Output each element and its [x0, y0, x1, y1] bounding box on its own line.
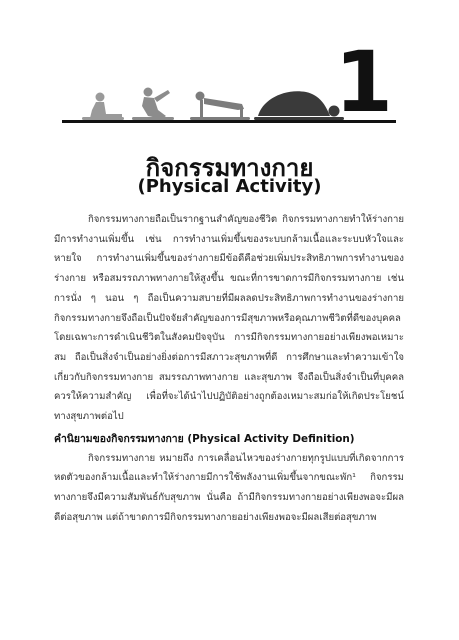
- section-heading: คำนิยามของกิจกรรมทางกาย (Physical Activity Definition): [54, 432, 355, 445]
- chapter-header: [0, 0, 459, 150]
- chapter-title-english: (Physical Activity): [137, 176, 322, 197]
- chapter-number: 1: [334, 33, 393, 131]
- intro-paragraph: กิจกรรมทางกายถือเป็นรากฐานสำคัญของชีวิต กิจกรรมทางกายทำให้ร่างกายมีการทำงานเพิ่มขึ้น เช่น การทำงานเพิ่มขึ้นของระบบกล้ามเนื้อและระบบหัวใจและหายใจ การทำงานเพิ่มขึ้นของร่างกายมีข้อดีคือช่วยเพิ่มประสิทธิภาพการทำงานของร่างกาย หรือสมรรถภาพทางกายให้สูงขึ้น ขณะที่การขาดการมีกิจกรรมทางกาย เช่น การนั่ง ๆ นอน ๆ ถือเป็นความสบายที่มีผลลดประสิทธิภาพการทำงานของร่างกาย กิจกรรมทางกายจึงถือเป็นปัจจัยสำคัญของการมีสุขภาพหรือคุณภาพชีวิตที่ดีของบุคคล โดยเฉพาะการดำเนินชีวิตในสังคมปัจจุบัน การมีกิจกรรมทางกายอย่างเพียงพอเหมาะสม ถือเป็นสิ่งจำเป็นอย่างยิ่งต่อการมีสภาวะสุขภาพที่ดี การศึกษาและทำความเข้าใจเกี่ยวกับกิจกรรมทางกาย สมรรถภาพทางกาย และสุขภาพ จึงถือเป็นสิ่งจำเป็นที่บุคคลควรให้ความสำคัญ เพื่อที่จะได้นำไปปฏิบัติอย่างถูกต้องเหมาะสมก่อให้เกิดประโยชน์ทางสุขภาพต่อไป: [54, 214, 404, 423]
- chapter-body: [54, 210, 404, 528]
- exercise-poses-figures-icon: [62, 80, 372, 132]
- chapter-title-thai: กิจกรรมทางกาย: [145, 154, 314, 182]
- definition-paragraph: กิจกรรมทางกาย หมายถึง การเคลื่อนไหวของร่างกายทุกรูปแบบที่เกิดจากการหดตัวของกล้ามเนื้อและทำให้ร่างกายมีการใช้พลังงานเพิ่มขึ้นจากขณะพัก¹ กิจกรรมทางกายจึงมีความสัมพันธ์กับสุขภาพ นั่นคือ ถ้ามีกิจกรรมทางกายอย่างเพียงพอจะมีผลดีต่อสุขภาพ แต่ถ้าขาดการมีกิจกรรมทางกายอย่างเพียงพอจะมีผลเสียต่อสุขภาพ: [54, 452, 404, 523]
